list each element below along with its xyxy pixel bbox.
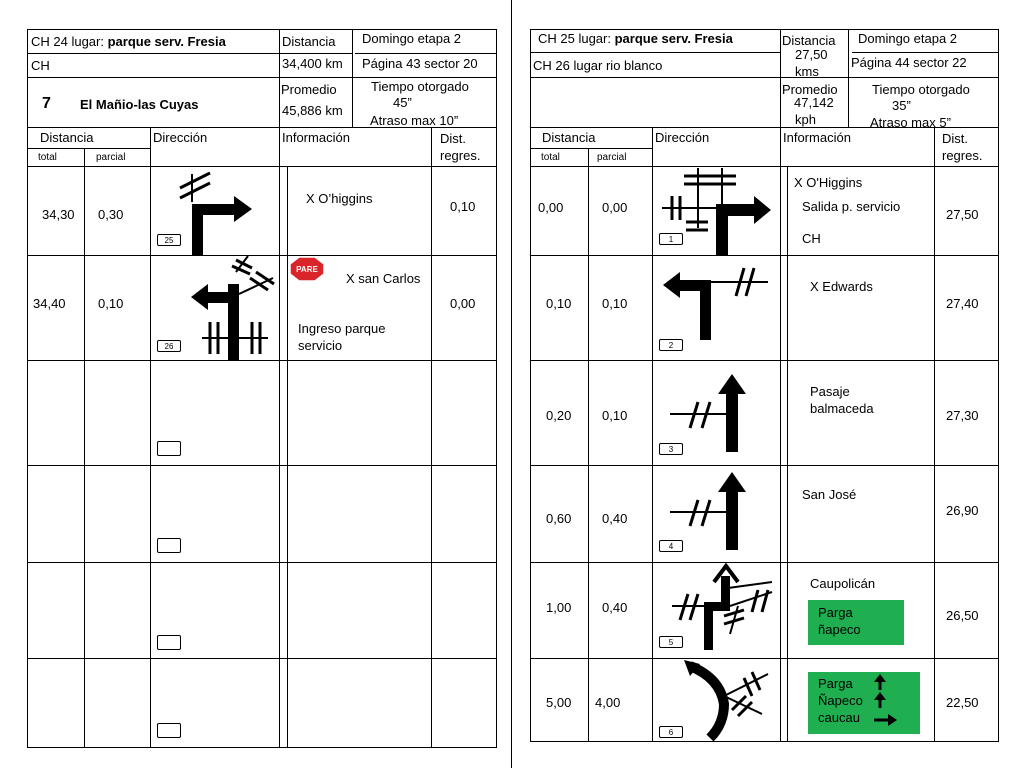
stop-sign-text: PARE <box>296 265 318 274</box>
right-row2-regres: 27,40 <box>946 296 979 311</box>
left-row1-total: 34,30 <box>42 207 75 222</box>
right-row4-badge: 4 <box>659 540 683 552</box>
left-roadbook-page <box>27 29 497 748</box>
left-row2-badge: 26 <box>157 340 181 352</box>
right-row2-parcial: 0,10 <box>602 296 628 311</box>
left-distancia-label: Distancia <box>282 34 336 49</box>
right-promedio-unit: kph <box>795 112 816 127</box>
right-row6-green-line2: Ñapeco <box>818 693 863 708</box>
right-row5-green-sign <box>808 600 904 645</box>
left-row1-parcial: 0,30 <box>98 207 124 222</box>
right-col-parcial: parcial <box>597 152 627 163</box>
right-row3-parcial: 0,10 <box>602 408 628 423</box>
direction-arrows-icon <box>870 672 900 732</box>
right-row6-total: 5,00 <box>546 695 572 710</box>
right-row5-info: Caupolicán <box>810 576 876 591</box>
left-promedio-label: Promedio <box>281 82 337 97</box>
left-page-sector: Página 43 sector 20 <box>362 56 478 71</box>
straight-arrow-icon <box>670 470 750 550</box>
right-row4-info: San José <box>802 487 857 502</box>
right-row4-total: 0,60 <box>546 511 572 526</box>
left-row2-regres: 0,00 <box>450 296 476 311</box>
left-row2-parcial: 0,10 <box>98 296 124 311</box>
right-row4-regres: 26,90 <box>946 503 979 518</box>
right-time-label: Tiempo otorgado <box>872 82 970 97</box>
left-promedio-value: 45,886 km <box>282 103 343 118</box>
right-row6-regres: 22,50 <box>946 695 979 710</box>
left-col-direccion: Dirección <box>153 130 208 145</box>
right-col-total: total <box>541 152 560 163</box>
right-row1-badge: 1 <box>659 233 683 245</box>
junction-straight-arrow-icon <box>672 562 777 652</box>
left-ch-label: CH <box>31 58 50 73</box>
right-row1-total: 0,00 <box>538 200 564 215</box>
right-row1-parcial: 0,00 <box>602 200 628 215</box>
stop-sign-icon <box>289 256 325 282</box>
right-row6-green-sign <box>808 672 920 734</box>
left-stage-number: 7 <box>42 95 51 112</box>
left-stage-name: El Mañio-las Cuyas <box>80 97 199 112</box>
right-row3-info: Pasaje <box>810 384 850 399</box>
left-delay: Atraso max 10” <box>370 113 459 128</box>
right-turn-arrow-icon <box>170 168 260 256</box>
left-col-distancia: Distancia <box>40 130 94 145</box>
left-col-dist-regres: Dist. regres. <box>440 131 481 163</box>
right-col-distancia: Distancia <box>542 130 596 145</box>
right-col-dist-regres: Dist. regres. <box>942 131 983 163</box>
right-distancia-unit: kms <box>795 64 819 79</box>
right-row5-badge: 5 <box>659 636 683 648</box>
left-row2-total: 34,40 <box>33 296 66 311</box>
right-row3-regres: 27,30 <box>946 408 979 423</box>
left-distancia-value: 34,400 km <box>282 56 343 71</box>
right-row6-green-line3: caucau <box>818 710 860 725</box>
right-row2-info: X Edwards <box>810 279 873 294</box>
right-row6-green-line1: Parga <box>818 676 853 691</box>
right-row1-info3: CH <box>802 231 821 246</box>
right-row2-total: 0,10 <box>546 296 572 311</box>
left-row2-info: X san Carlos <box>346 271 421 286</box>
right-row3-total: 0,20 <box>546 408 572 423</box>
right-col-informacion: Información <box>783 130 851 145</box>
straight-arrow-icon <box>670 372 750 452</box>
left-row4-badge <box>157 538 181 553</box>
right-distancia-label: Distancia <box>782 33 836 48</box>
left-row2-info2: Ingreso parque servicio <box>298 321 386 353</box>
right-day-stage: Domingo etapa 2 <box>858 31 958 46</box>
right-row2-badge: 2 <box>659 339 683 351</box>
left-time-value: 45” <box>393 95 412 110</box>
right-row1-info2: Salida p. servicio <box>802 199 901 214</box>
left-day-stage: Domingo etapa 2 <box>362 31 462 46</box>
left-ch-line: CH 24 lugar: parque serv. Fresia <box>31 34 226 49</box>
left-col-total: total <box>38 152 57 163</box>
right-page-sector: Página 44 sector 22 <box>851 55 967 70</box>
right-ch-line: CH 25 lugar: parque serv. Fresia <box>538 31 733 46</box>
left-time-label: Tiempo otorgado <box>371 79 469 94</box>
left-row1-info: X O’higgins <box>306 191 373 206</box>
left-row1-badge: 25 <box>157 234 181 246</box>
right-row1-regres: 27,50 <box>946 207 979 222</box>
left-row1-regres: 0,10 <box>450 199 476 214</box>
right-delay: Atraso max 5” <box>870 115 951 130</box>
right-row3-info2: balmaceda <box>810 401 874 416</box>
right-row1-info: X O'Higgins <box>794 175 863 190</box>
right-row5-total: 1,00 <box>546 600 572 615</box>
right-ch-next: CH 26 lugar rio blanco <box>533 58 663 73</box>
right-row5-regres: 26,50 <box>946 608 979 623</box>
left-row3-badge <box>157 441 181 456</box>
right-time-value: 35” <box>892 98 911 113</box>
right-promedio-value: 47,142 <box>794 95 834 110</box>
left-row5-badge <box>157 635 181 650</box>
left-turn-arrow-icon <box>188 256 278 360</box>
right-col-direccion: Dirección <box>655 130 710 145</box>
right-row5-green-line1: Parga <box>818 605 853 620</box>
right-distancia-value: 27,50 <box>795 47 828 62</box>
right-row6-badge: 6 <box>659 726 683 738</box>
right-promedio-label: Promedio <box>782 82 838 97</box>
right-row4-parcial: 0,40 <box>602 511 628 526</box>
right-row5-green-line2: ñapeco <box>818 622 861 637</box>
left-row6-badge <box>157 723 181 738</box>
left-col-parcial: parcial <box>96 152 126 163</box>
curve-arrow-icon <box>680 660 775 740</box>
right-row5-parcial: 0,40 <box>602 600 628 615</box>
page-divider <box>511 0 512 768</box>
right-row3-badge: 3 <box>659 443 683 455</box>
left-turn-arrow-icon <box>660 260 770 340</box>
right-row6-parcial: 4,00 <box>595 695 621 710</box>
left-col-informacion: Información <box>282 130 350 145</box>
